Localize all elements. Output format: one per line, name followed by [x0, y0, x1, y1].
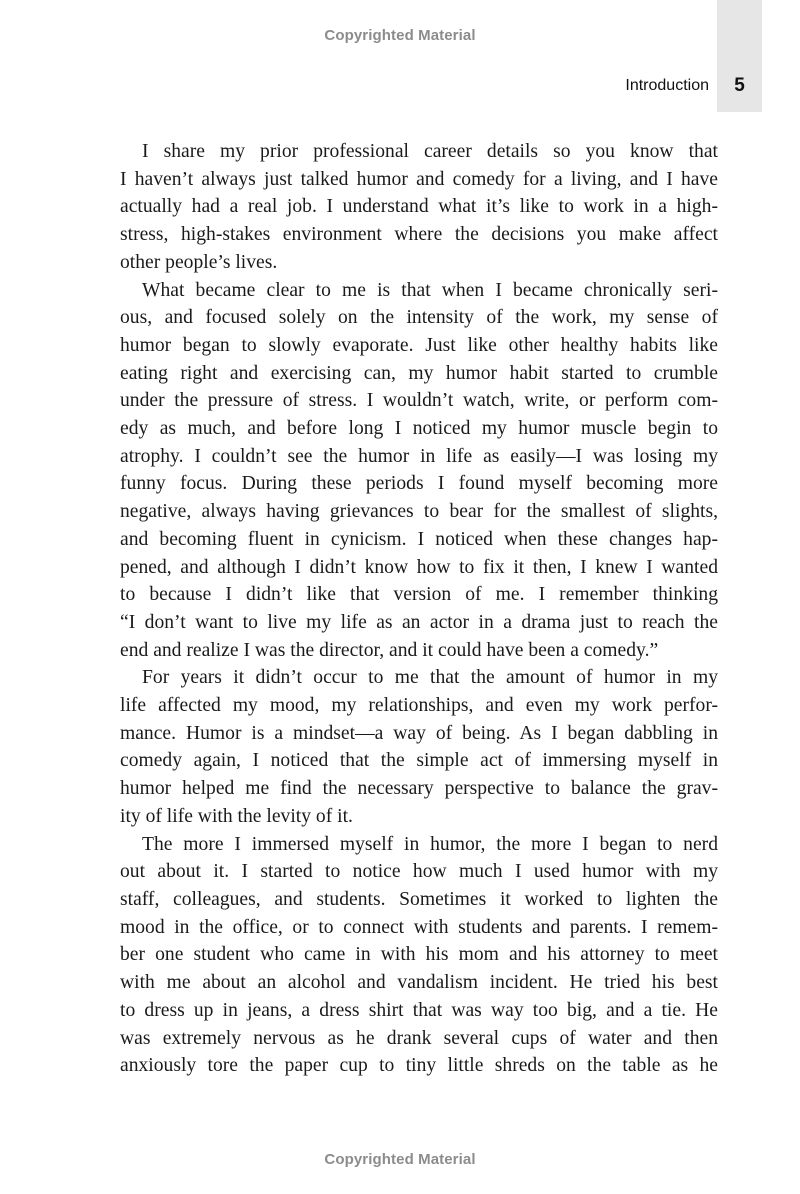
text-line: funny focus. During these periods I found myself becoming more [120, 473, 718, 495]
text-line: “I don’t want to live my life as an actor in a drama just to reach the [120, 611, 718, 633]
text-line: edy as much, and before long I noticed my humor muscle begin to [120, 418, 718, 440]
text-line: under the pressure of stress. I wouldn’t watch, write, or perform com- [120, 390, 718, 412]
text-line: humor helped me find the necessary perspective to balance the grav- [120, 778, 718, 800]
text-line: mance. Humor is a mindset—a way of being. As I began dabbling in [120, 722, 718, 744]
text-line: life affected my mood, my relationships, and even my work perfor- [120, 695, 718, 717]
text-line: pened, and although I didn’t know how to fix it then, I knew I wanted [120, 556, 718, 578]
text-line: end and realize I was the director, and it could have been a comedy.” [120, 639, 659, 661]
text-line: What became clear to me is that when I became chronically seri- [142, 279, 718, 301]
text-line: ous, and focused solely on the intensity of the work, my sense of [120, 307, 718, 329]
text-line: humor began to slowly evaporate. Just like other healthy habits like [120, 334, 718, 356]
text-line: atrophy. I couldn’t see the humor in life as easily—I was losing my [120, 445, 718, 467]
paragraph [120, 831, 718, 1080]
text-line: negative, always having grievances to bear for the smallest of slights, [120, 501, 718, 523]
text-line: anxiously tore the paper cup to tiny little shreds on the table as he [120, 1055, 718, 1077]
copyright-watermark-bottom: Copyrighted Material [324, 1151, 476, 1168]
text-line: ber one student who came in with his mom and his attorney to meet [120, 944, 718, 966]
text-line: comedy again, I noticed that the simple act of immersing myself in [120, 750, 718, 772]
text-line: with me about an alcohol and vandalism incident. He tried his best [120, 972, 718, 994]
text-line: mood in the office, or to connect with students and parents. I remem- [120, 916, 718, 938]
text-line: stress, high-stakes environment where the decisions you make affect [120, 224, 718, 246]
text-line: The more I immersed myself in humor, the more I began to nerd [142, 833, 718, 855]
copyright-watermark-top: Copyrighted Material [324, 27, 476, 44]
text-line: and becoming fluent in cynicism. I noticed when these changes hap- [120, 528, 718, 550]
text-line: actually had a real job. I understand what it’s like to work in a high- [120, 196, 718, 218]
text-line: to because I didn’t like that version of me. I remember thinking [120, 584, 718, 606]
paragraph [120, 138, 718, 277]
text-line: I haven’t always just talked humor and comedy for a living, and I have [120, 168, 718, 190]
text-line: to dress up in jeans, a dress shirt that was way too big, and a tie. He [120, 999, 718, 1021]
text-line: was extremely nervous as he drank several cups of water and then [120, 1027, 718, 1049]
text-line: I share my prior professional career details so you know that [142, 141, 718, 162]
paragraph [120, 277, 718, 665]
text-line: out about it. I started to notice how much I used humor with my [120, 861, 718, 883]
body-text [120, 138, 718, 1080]
text-line: For years it didn’t occur to me that the amount of humor in my [142, 667, 718, 689]
page-number: 5 [734, 75, 745, 96]
paragraph [120, 664, 718, 830]
text-line: staff, colleagues, and students. Sometimes it worked to lighten the [120, 888, 718, 910]
text-line: other people’s lives. [120, 251, 278, 273]
text-line: eating right and exercising can, my humor habit started to crumble [120, 362, 718, 384]
text-line: ity of life with the levity of it. [120, 805, 353, 827]
running-head: Introduction [625, 77, 709, 94]
